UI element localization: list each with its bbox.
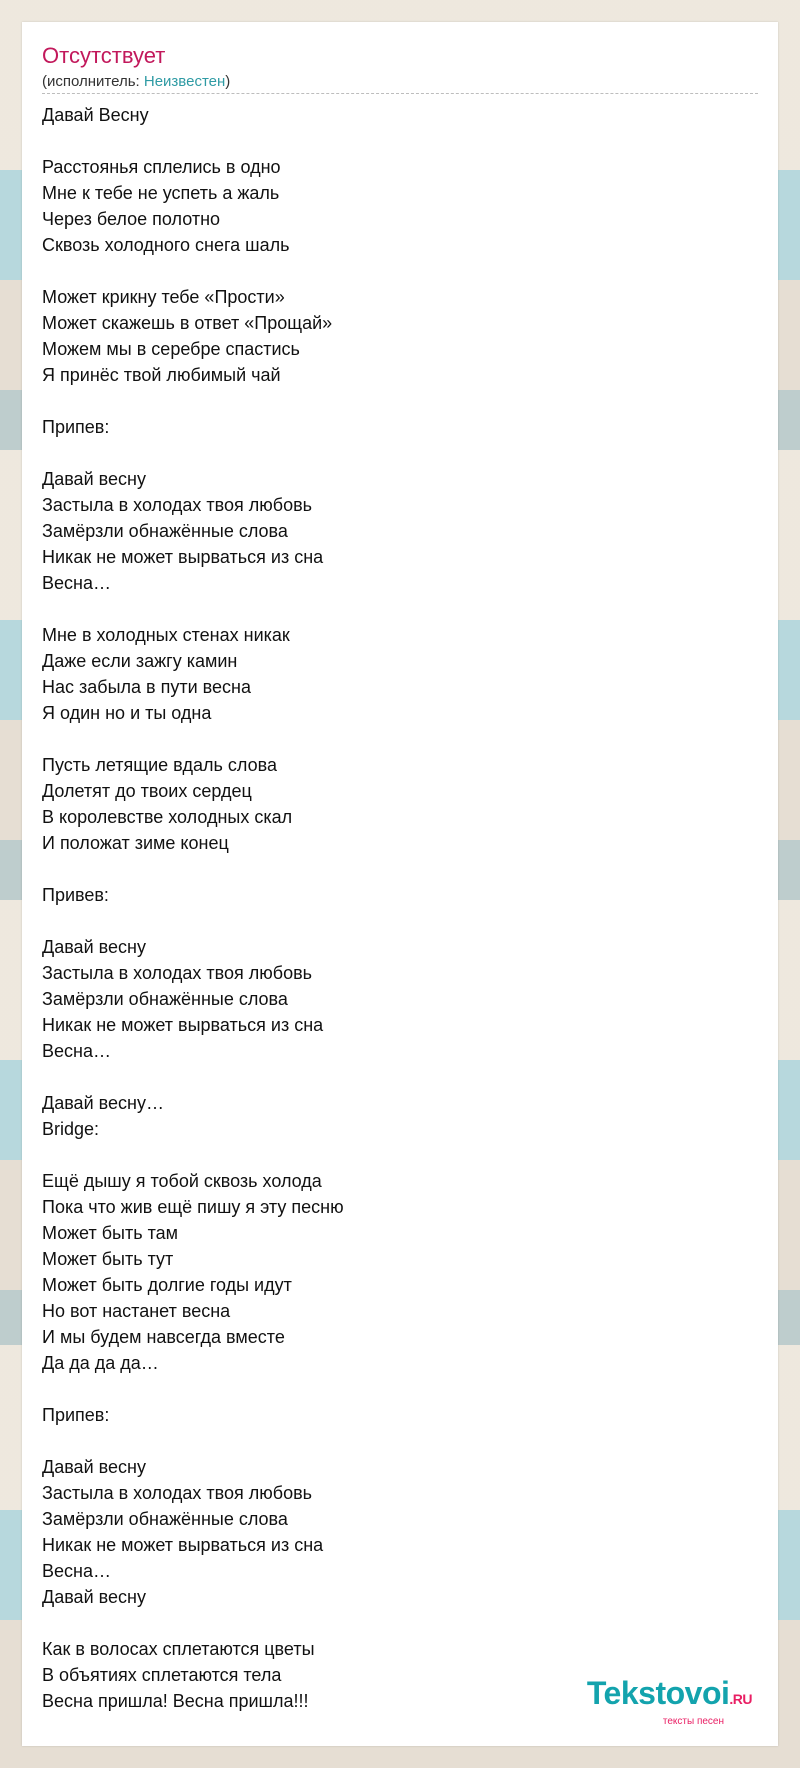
lyric-line — [42, 726, 742, 752]
lyric-line — [42, 128, 742, 154]
lyric-line: Даже если зажгу камин — [42, 651, 238, 671]
lyric-line: Весна… — [42, 1041, 111, 1061]
lyric-line: Никак не может вырваться из сна — [42, 1015, 324, 1035]
logo-tagline: тексты песен — [662, 1716, 724, 1727]
lyric-line — [42, 258, 742, 284]
song-title: Отсутствует — [42, 43, 166, 68]
lyric-line: Сквозь холодного снега шаль — [42, 235, 290, 255]
lyric-line: Я один но и ты одна — [42, 703, 212, 723]
lyric-line: Я принёс твой любимый чай — [42, 365, 281, 385]
artist-prefix: (исполнитель: — [42, 73, 144, 90]
lyric-line: Замёрзли обнажённые слова — [42, 989, 288, 1009]
lyric-line: Давай весну — [42, 1587, 146, 1607]
lyric-line: Может быть там — [42, 1223, 179, 1243]
lyric-line: Может скажешь в ответ «Прощай» — [42, 313, 333, 333]
lyric-line: Давай Весну — [42, 105, 149, 125]
lyric-line — [42, 1142, 742, 1168]
logo-tld: .RU — [729, 1691, 752, 1707]
lyric-line — [42, 908, 742, 934]
artist-link[interactable]: Неизвестен — [143, 73, 226, 90]
lyric-line — [42, 856, 742, 882]
lyric-line: Застыла в холодах твоя любовь — [42, 1483, 313, 1503]
lyric-line: И мы будем навсегда вместе — [42, 1327, 285, 1347]
lyric-line: Привев: — [42, 885, 109, 905]
lyric-line: Весна… — [42, 573, 111, 593]
lyric-line: Припев: — [42, 417, 110, 437]
lyric-line: Как в волосах сплетаются цветы — [42, 1639, 315, 1659]
divider — [42, 93, 758, 94]
lyric-line: Через белое полотно — [42, 209, 221, 229]
lyric-line: Да да да да… — [42, 1353, 159, 1373]
lyric-line: Застыла в холодах твоя любовь — [42, 963, 313, 983]
lyric-line — [42, 388, 742, 414]
lyric-line: Давай весну — [42, 1457, 146, 1477]
lyric-line — [42, 1376, 742, 1402]
lyric-line: Может крикну тебе «Прости» — [42, 287, 285, 307]
lyric-line — [42, 1610, 742, 1636]
lyric-line: В объятиях сплетаются тела — [42, 1665, 282, 1685]
logo-name: Tekstovoi — [586, 1675, 730, 1711]
lyric-line: Но вот настанет весна — [42, 1301, 231, 1321]
lyric-line: Никак не может вырваться из сна — [42, 1535, 324, 1555]
lyric-line: Пусть летящие вдаль слова — [42, 755, 277, 775]
lyric-line: Давай весну… — [42, 1093, 164, 1113]
lyric-line: Мне к тебе не успеть а жаль — [42, 183, 280, 203]
lyric-line — [42, 440, 742, 466]
lyric-line: Долетят до твоих сердец — [42, 781, 252, 801]
lyric-line: Застыла в холодах твоя любовь — [42, 495, 313, 515]
lyric-line: Замёрзли обнажённые слова — [42, 521, 288, 541]
lyric-line: Мне в холодных стенах никак — [42, 625, 290, 645]
lyric-line: Можем мы в серебре спастись — [42, 339, 300, 359]
lyric-line: Ещё дышу я тобой сквозь холода — [42, 1171, 322, 1191]
lyric-line: И положат зиме конец — [42, 833, 229, 853]
lyric-line: Припев: — [42, 1405, 110, 1425]
lyric-line: Давай весну — [42, 469, 146, 489]
lyric-line: В королевстве холодных скал — [42, 807, 293, 827]
lyric-line: Весна пришла! Весна пришла!!! — [42, 1691, 309, 1711]
lyric-line: Весна… — [42, 1561, 111, 1581]
lyric-line — [42, 1064, 742, 1090]
lyric-line — [42, 1428, 742, 1454]
lyric-line: Замёрзли обнажённые слова — [42, 1509, 288, 1529]
artist-suffix: ) — [225, 73, 231, 90]
lyric-line: Bridge: — [42, 1119, 100, 1139]
lyrics-card — [22, 22, 778, 1746]
lyric-line: Никак не может вырваться из сна — [42, 547, 324, 567]
artist-line — [42, 72, 230, 92]
lyric-line: Расстоянья сплелись в одно — [42, 157, 281, 177]
lyric-line — [42, 596, 742, 622]
lyric-line: Нас забыла в пути весна — [42, 677, 251, 697]
site-logo[interactable] — [532, 1676, 752, 1728]
lyrics-text — [42, 102, 742, 1714]
lyric-line: Может быть тут — [42, 1249, 174, 1269]
lyric-line: Давай весну — [42, 937, 146, 957]
lyric-line: Пока что жив ещё пишу я эту песню — [42, 1197, 344, 1217]
lyric-line: Может быть долгие годы идут — [42, 1275, 292, 1295]
